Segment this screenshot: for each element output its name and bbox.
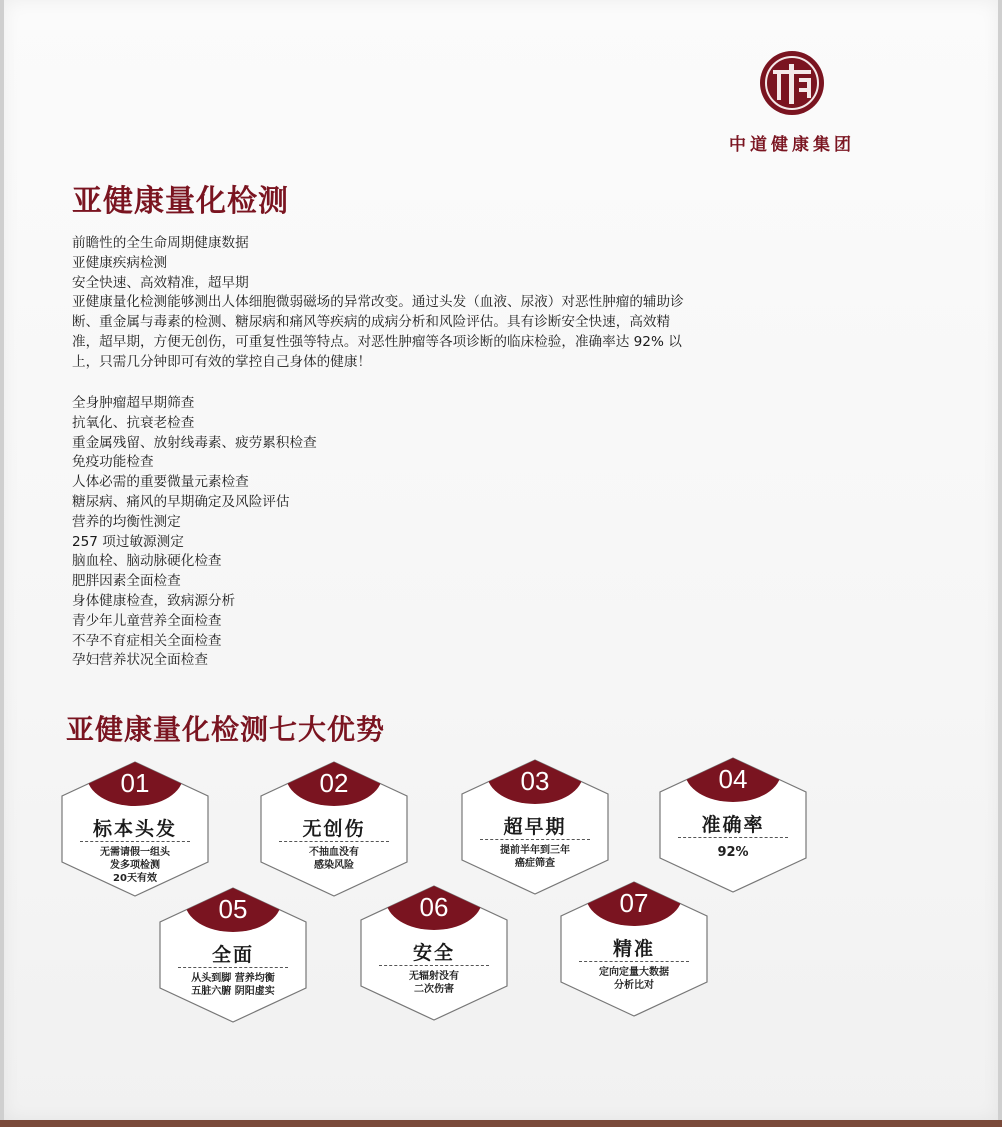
advantage-name: 超早期 — [503, 816, 567, 838]
advantage-desc — [470, 844, 600, 870]
desc-line: 癌症筛查 — [515, 858, 555, 869]
advantages-title: 亚健康量化检测七大优势 — [66, 713, 386, 746]
advantage-desc — [569, 966, 699, 992]
advantage-desc — [369, 970, 499, 996]
desc-line: 发多项检测 — [110, 860, 160, 871]
advantage-name: 全面 — [211, 944, 254, 966]
advantage-name: 准确率 — [701, 814, 765, 836]
advantage-number: 04 — [718, 764, 748, 794]
desc-line: 分析比对 — [614, 980, 654, 991]
intro-line: 亚健康量化检测能够测出人体细胞微弱磁场的异常改变。通过头发（血液、尿液）对恶性肿瘤的辅助诊 — [72, 294, 684, 311]
desc-line: 感染风险 — [314, 860, 354, 871]
list-item: 抗氧化、抗衰老检查 — [72, 414, 195, 431]
intro-paragraph — [72, 234, 902, 373]
advantage-card-04 — [658, 756, 808, 894]
desc-line: 提前半年到三年 — [500, 845, 570, 856]
brochure-page — [4, 0, 998, 1120]
list-item: 营养的均衡性测定 — [72, 513, 181, 530]
advantage-number: 03 — [520, 766, 550, 796]
desc-line: 无需请假一组头 — [100, 847, 170, 858]
desc-line: 不抽血没有 — [309, 847, 359, 858]
list-item: 全身肿瘤超早期筛查 — [72, 395, 195, 411]
advantage-card-06 — [359, 884, 509, 1022]
check-list — [72, 394, 317, 671]
list-item: 人体必需的重要微量元素检查 — [72, 474, 249, 491]
intro-line: 前瞻性的全生命周期健康数据 — [72, 235, 249, 251]
list-item: 身体健康检查，致病源分析 — [72, 592, 236, 609]
advantage-card-02 — [259, 760, 409, 898]
brand-emblem-icon — [747, 48, 837, 118]
advantage-name: 标本头发 — [92, 818, 177, 840]
list-item: 257 项过敏源测定 — [72, 533, 184, 550]
list-item: 肥胖因素全面检查 — [72, 573, 181, 590]
divider — [178, 967, 288, 968]
desc-line: 二次伤害 — [414, 984, 454, 995]
page-bottom-edge — [0, 1120, 1002, 1127]
list-item: 糖尿病、痛风的早期确定及风险评估 — [72, 493, 290, 510]
desc-line: 从头到脚 营养均衡 — [191, 973, 275, 984]
divider — [579, 961, 689, 962]
desc-line: 20天有效 — [113, 873, 157, 884]
intro-line: 断、重金属与毒素的检测、糖尿病和痛风等疾病的成病分析和风险评估。具有诊断安全快速，高效精 — [72, 314, 671, 331]
divider — [480, 839, 590, 840]
intro-line: 准，超早期，方便无创伤，可重复性强等特点。对恶性肿瘤等各项诊断的临床检验，准确率达 92% 以 — [72, 333, 682, 350]
advantage-name: 精准 — [612, 938, 655, 960]
desc-line: 92% — [717, 845, 749, 860]
advantage-desc — [168, 972, 298, 998]
brand-logo — [692, 48, 892, 158]
divider — [379, 965, 489, 966]
divider — [279, 841, 389, 842]
advantage-name: 安全 — [412, 942, 455, 964]
divider — [80, 841, 190, 842]
brand-name: 中道健康集团 — [729, 135, 855, 155]
advantage-card-03 — [460, 758, 610, 896]
advantage-card-01 — [60, 760, 210, 898]
advantage-card-05 — [158, 886, 308, 1024]
list-item: 免疫功能检查 — [72, 454, 154, 471]
desc-line: 五脏六腑 阴阳虚实 — [191, 986, 275, 997]
advantage-desc — [269, 846, 399, 872]
advantage-number: 07 — [619, 888, 649, 918]
list-item: 孕妇营养状况全面检查 — [72, 652, 208, 669]
intro-line: 上，只需几分钟即可有效的掌控自己身体的健康！ — [72, 353, 372, 370]
advantage-card-07 — [559, 880, 709, 1018]
advantage-number: 01 — [120, 768, 150, 798]
divider — [678, 837, 788, 838]
intro-line: 亚健康疾病检测 — [72, 254, 168, 271]
advantage-name: 无创伤 — [302, 818, 366, 840]
page-title: 亚健康量化检测 — [72, 184, 289, 219]
advantage-number: 02 — [319, 768, 349, 798]
advantage-number: 05 — [218, 894, 248, 924]
intro-line: 安全快速、高效精准，超早期 — [72, 274, 249, 291]
list-item: 重金属残留、放射线毒素、疲劳累积检查 — [72, 434, 317, 451]
list-item: 不孕不育症相关全面检查 — [72, 632, 222, 649]
desc-line: 无辐射没有 — [409, 971, 459, 982]
advantage-desc — [668, 846, 798, 859]
desc-line: 定向定量大数据 — [599, 967, 669, 978]
advantage-number: 06 — [419, 892, 449, 922]
advantage-desc — [70, 846, 200, 885]
list-item: 脑血栓、脑动脉硬化检查 — [72, 553, 222, 570]
list-item: 青少年儿童营养全面检查 — [72, 612, 222, 629]
